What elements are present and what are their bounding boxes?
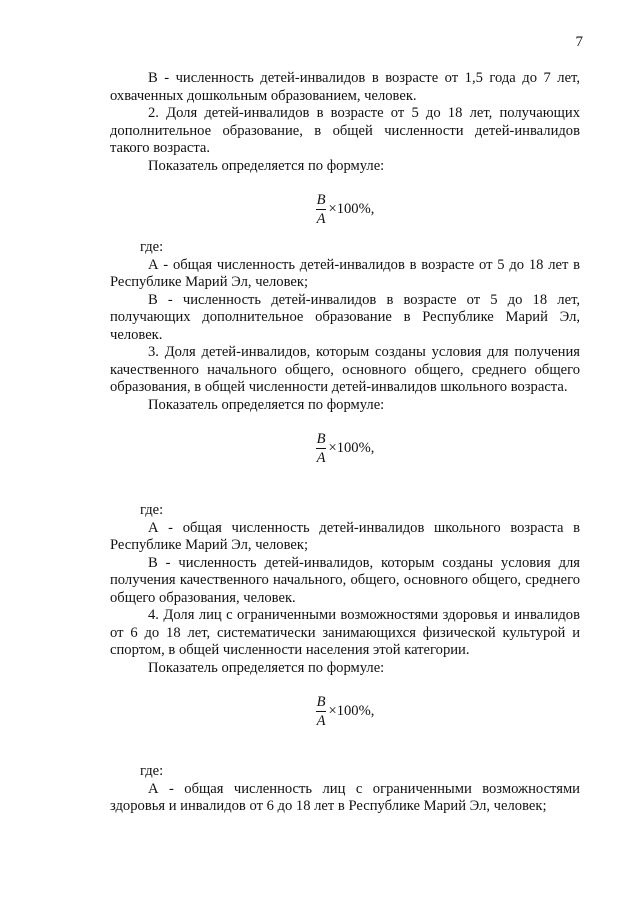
where-label-3: где: xyxy=(140,502,164,518)
formula-multiplier: ×100%, xyxy=(328,702,375,719)
where-label-2: где: xyxy=(140,239,164,255)
formula-4 xyxy=(110,681,580,741)
page-number: 7 xyxy=(575,34,583,50)
paragraph-indicator-4: 4. Доля лиц с ограниченными возможностями здоровья и инвалидов от 6 до 18 лет, систематически занимающихся физической культурой и спортом, в общей численности населения этой категории. xyxy=(110,607,580,658)
definition-b-3: В - численность детей-инвалидов, которым созданы условия для получения качественного начального, общего, основного общего, среднего общего образования, человек. xyxy=(110,554,580,606)
definition-a-2: А - общая численность детей-инвалидов в возрасте от 5 до 18 лет в Республике Марий Эл, человек; xyxy=(110,256,580,290)
numerator: B xyxy=(316,191,326,208)
formula-lead-4: Показатель определяется по формуле: xyxy=(148,659,385,676)
paragraph-indicator-2: 2. Доля детей-инвалидов в возрасте от 5 до 18 лет, получающих дополнительное образование, в общей численности детей-инвалидов такого возраста. xyxy=(110,105,580,156)
formula-lead-2: Показатель определяется по формуле: xyxy=(148,157,385,174)
formula-3 xyxy=(110,418,580,478)
document-body xyxy=(110,70,580,816)
fraction xyxy=(316,192,327,227)
formula-multiplier: ×100%, xyxy=(328,200,375,217)
numerator: B xyxy=(316,430,326,447)
formula-2 xyxy=(110,179,580,239)
definition-a-4: А - общая численность лиц с ограниченными возможностями здоровья и инвалидов от 6 до 18 лет в Республике Марий Эл, человек; xyxy=(110,780,580,814)
definition-b-2: В - численность детей-инвалидов в возрасте от 5 до 18 лет, получающих дополнительное образование в Республике Марий Эл, человек. xyxy=(110,291,580,343)
fraction xyxy=(316,431,327,466)
where-label-4: где: xyxy=(140,763,164,779)
paragraph-b-definition-preschool: В - численность детей-инвалидов в возрасте от 1,5 года до 7 лет, охваченных дошкольным образованием, человек. xyxy=(110,70,580,104)
definition-a-3: А - общая численность детей-инвалидов школьного возраста в Республике Марий Эл, человек; xyxy=(110,519,580,553)
denominator: A xyxy=(316,449,326,466)
paragraph-indicator-3: 3. Доля детей-инвалидов, которым созданы условия для получения качественного начального общего, основного общего, среднего общего образования, в общей численности детей-инвалидов школьного возраста. xyxy=(110,344,580,395)
fraction xyxy=(316,694,327,729)
formula-lead-3: Показатель определяется по формуле: xyxy=(148,396,385,413)
denominator: A xyxy=(316,712,326,729)
denominator: A xyxy=(316,210,326,227)
formula-multiplier: ×100%, xyxy=(328,439,375,456)
numerator: B xyxy=(316,693,326,710)
